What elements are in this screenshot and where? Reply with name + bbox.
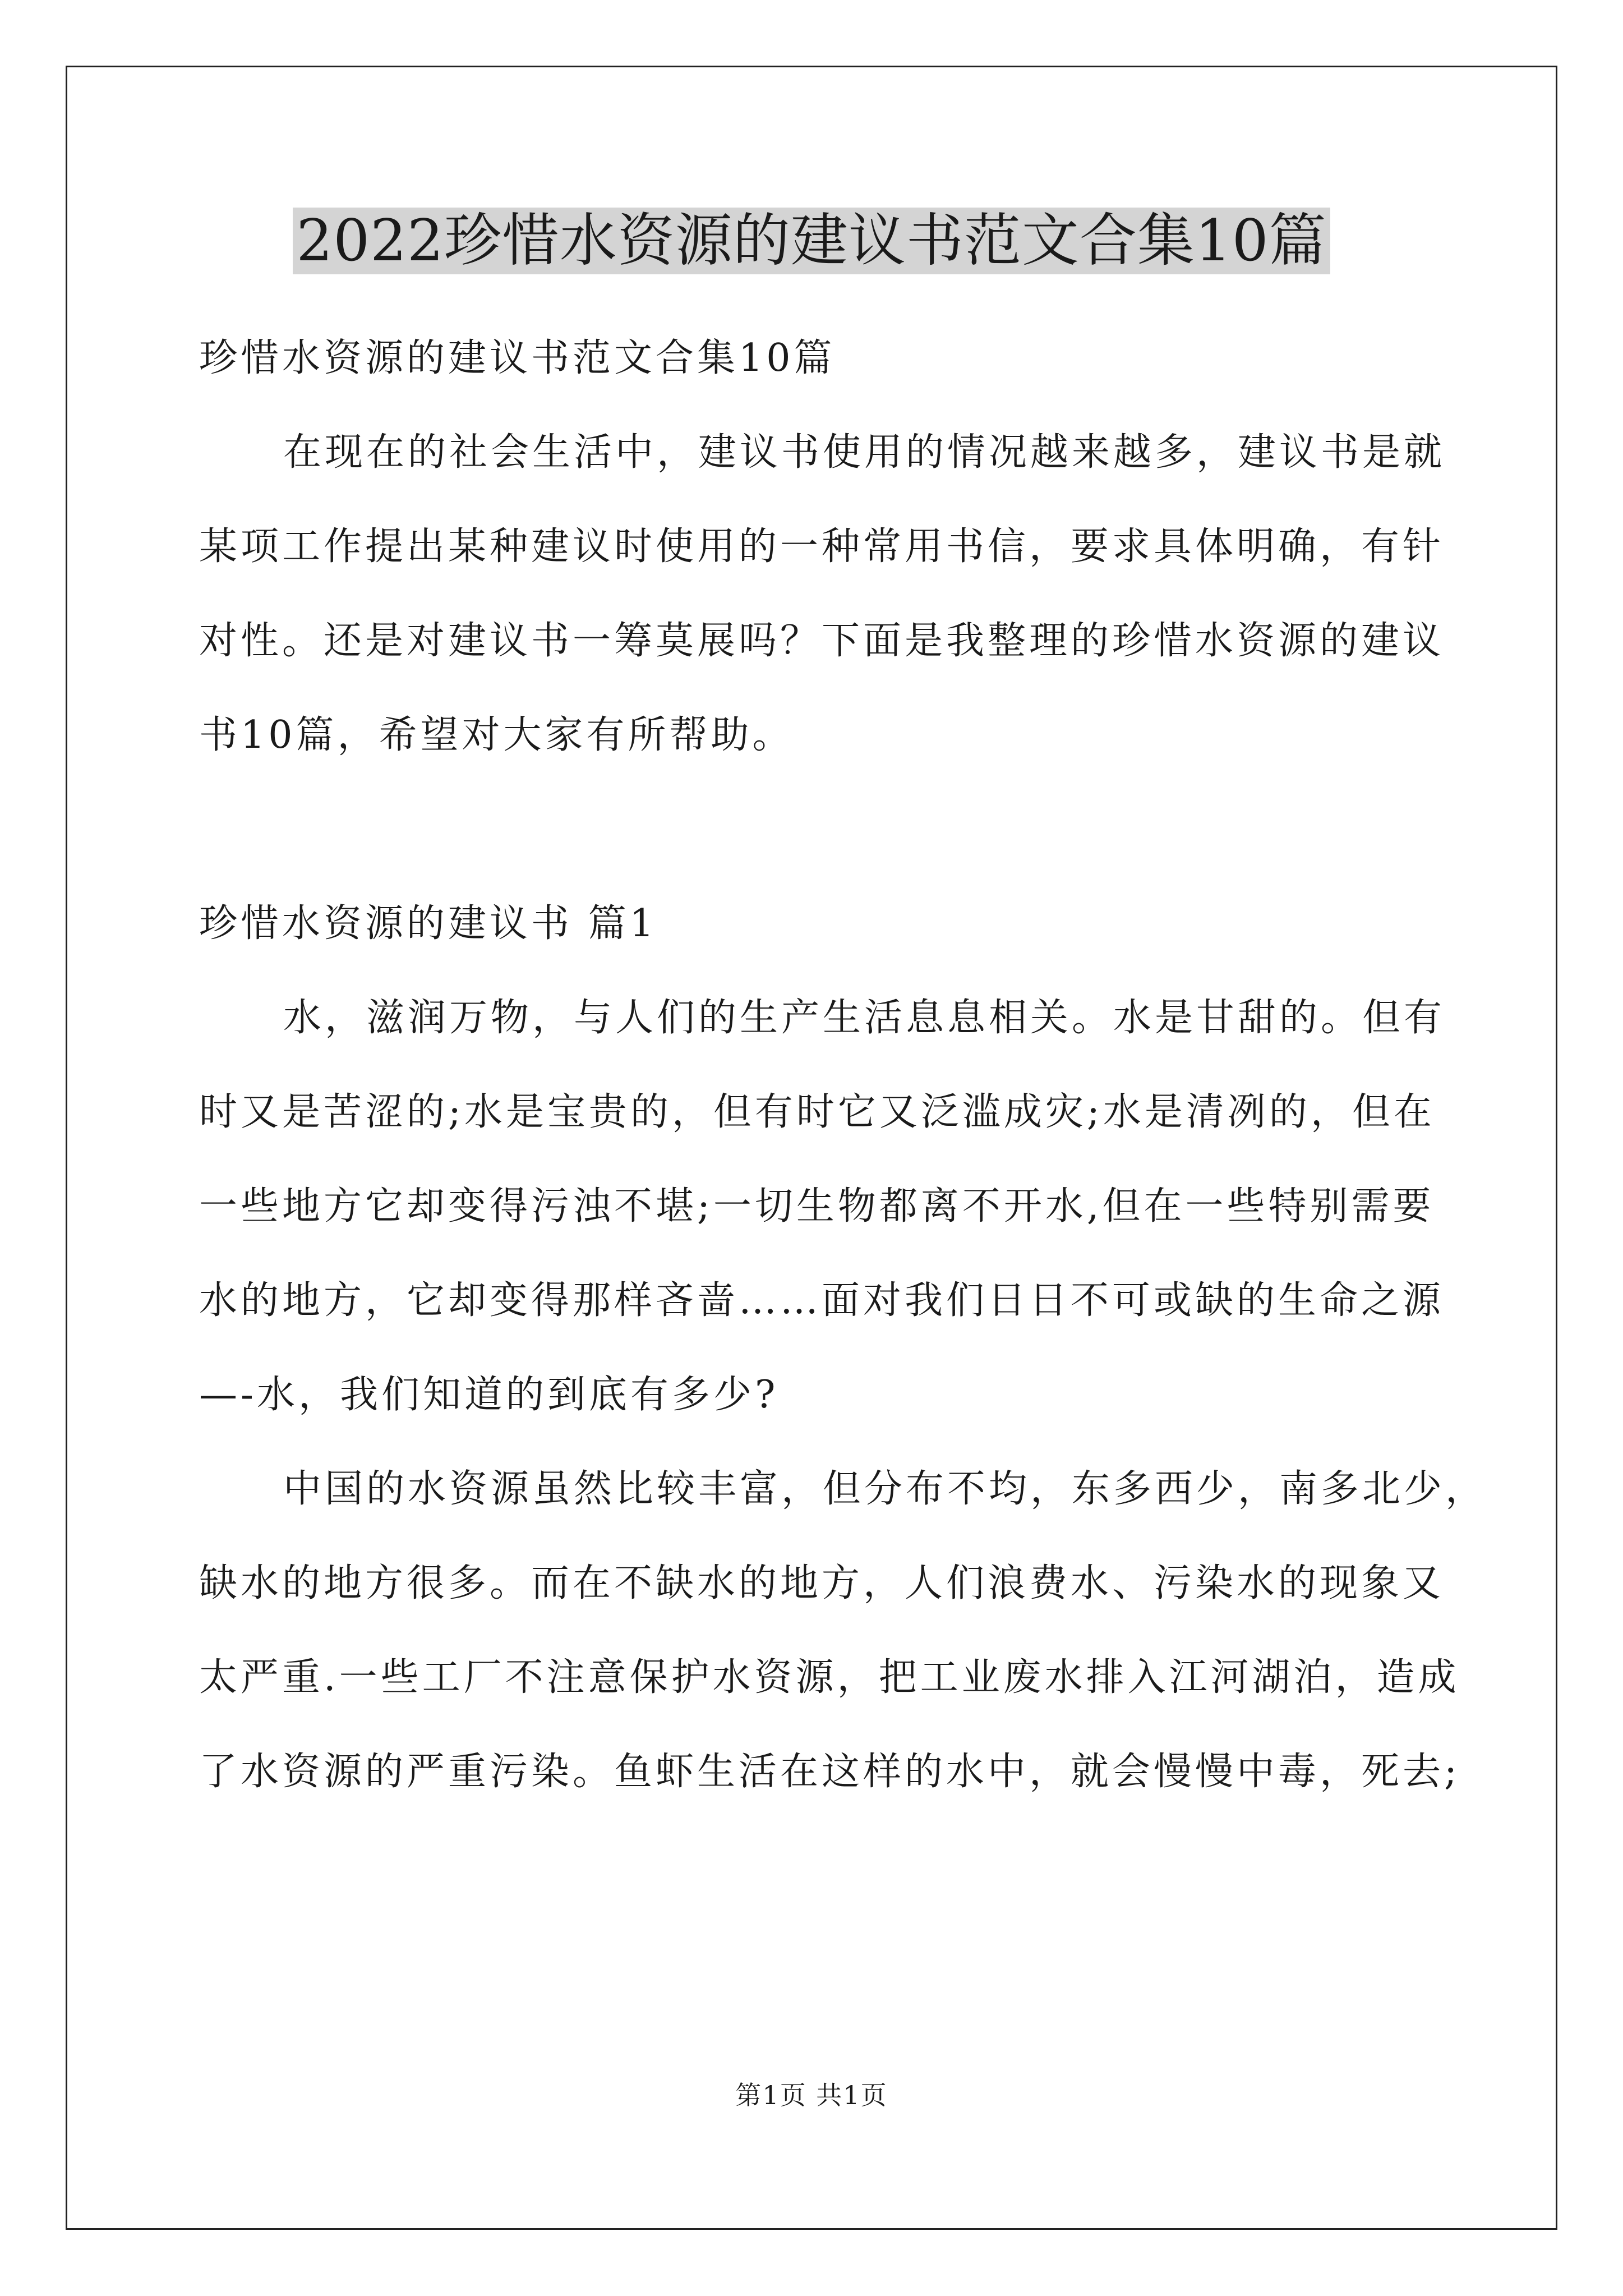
- paragraph-line: 太严重.一些工厂不注意保护水资源，把工业废水排入江河湖泊，造成: [199, 1655, 1460, 1700]
- section-spacer: [199, 783, 1430, 877]
- paragraph-line: 一些地方它却变得污浊不堪;一切生物都离不开水,但在一些特别需要: [199, 1184, 1435, 1228]
- intro-line: 对性。还是对建议书一筹莫展吗？下面是我整理的珍惜水资源的建议: [199, 619, 1445, 663]
- paragraph-line: —-水，我们知道的到底有多少?: [199, 1373, 779, 1417]
- section-heading: 珍惜水资源的建议书 篇1: [199, 901, 657, 946]
- document-body: [199, 311, 1487, 1819]
- paragraph-line: 水，滋润万物，与人们的生产生活息息相关。水是甘甜的。但有: [283, 996, 1446, 1040]
- page-number: 第1页 共1页: [735, 2080, 888, 2110]
- paragraph-line: 了水资源的严重污染。鱼虾生活在这样的水中，就会慢慢中毒，死去;: [199, 1750, 1460, 1794]
- paragraph-line: 水的地方，它却变得那样吝啬……面对我们日日不可或缺的生命之源: [199, 1278, 1445, 1323]
- paragraph-line: 中国的水资源虽然比较丰富，但分布不均，东多西少，南多北少，: [283, 1467, 1487, 1511]
- intro-line: 书10篇，希望对大家有所帮助。: [199, 713, 794, 757]
- intro-line: 在现在的社会生活中，建议书使用的情况越来越多，建议书是就: [283, 430, 1446, 475]
- intro-line: 某项工作提出某种建议时使用的一种常用书信，要求具体明确，有针: [199, 524, 1445, 569]
- document-title: [0, 199, 1623, 283]
- paragraph-line: 时又是苦涩的;水是宝贵的，但有时它又泛滥成灾;水是清冽的，但在: [199, 1090, 1435, 1134]
- paragraph-line: 缺水的地方很多。而在不缺水的地方，人们浪费水、污染水的现象又: [199, 1561, 1445, 1605]
- document-subtitle: 珍惜水资源的建议书范文合集10篇: [199, 336, 836, 380]
- document-title-text: 2022珍惜水资源的建议书范文合集10篇: [293, 208, 1330, 274]
